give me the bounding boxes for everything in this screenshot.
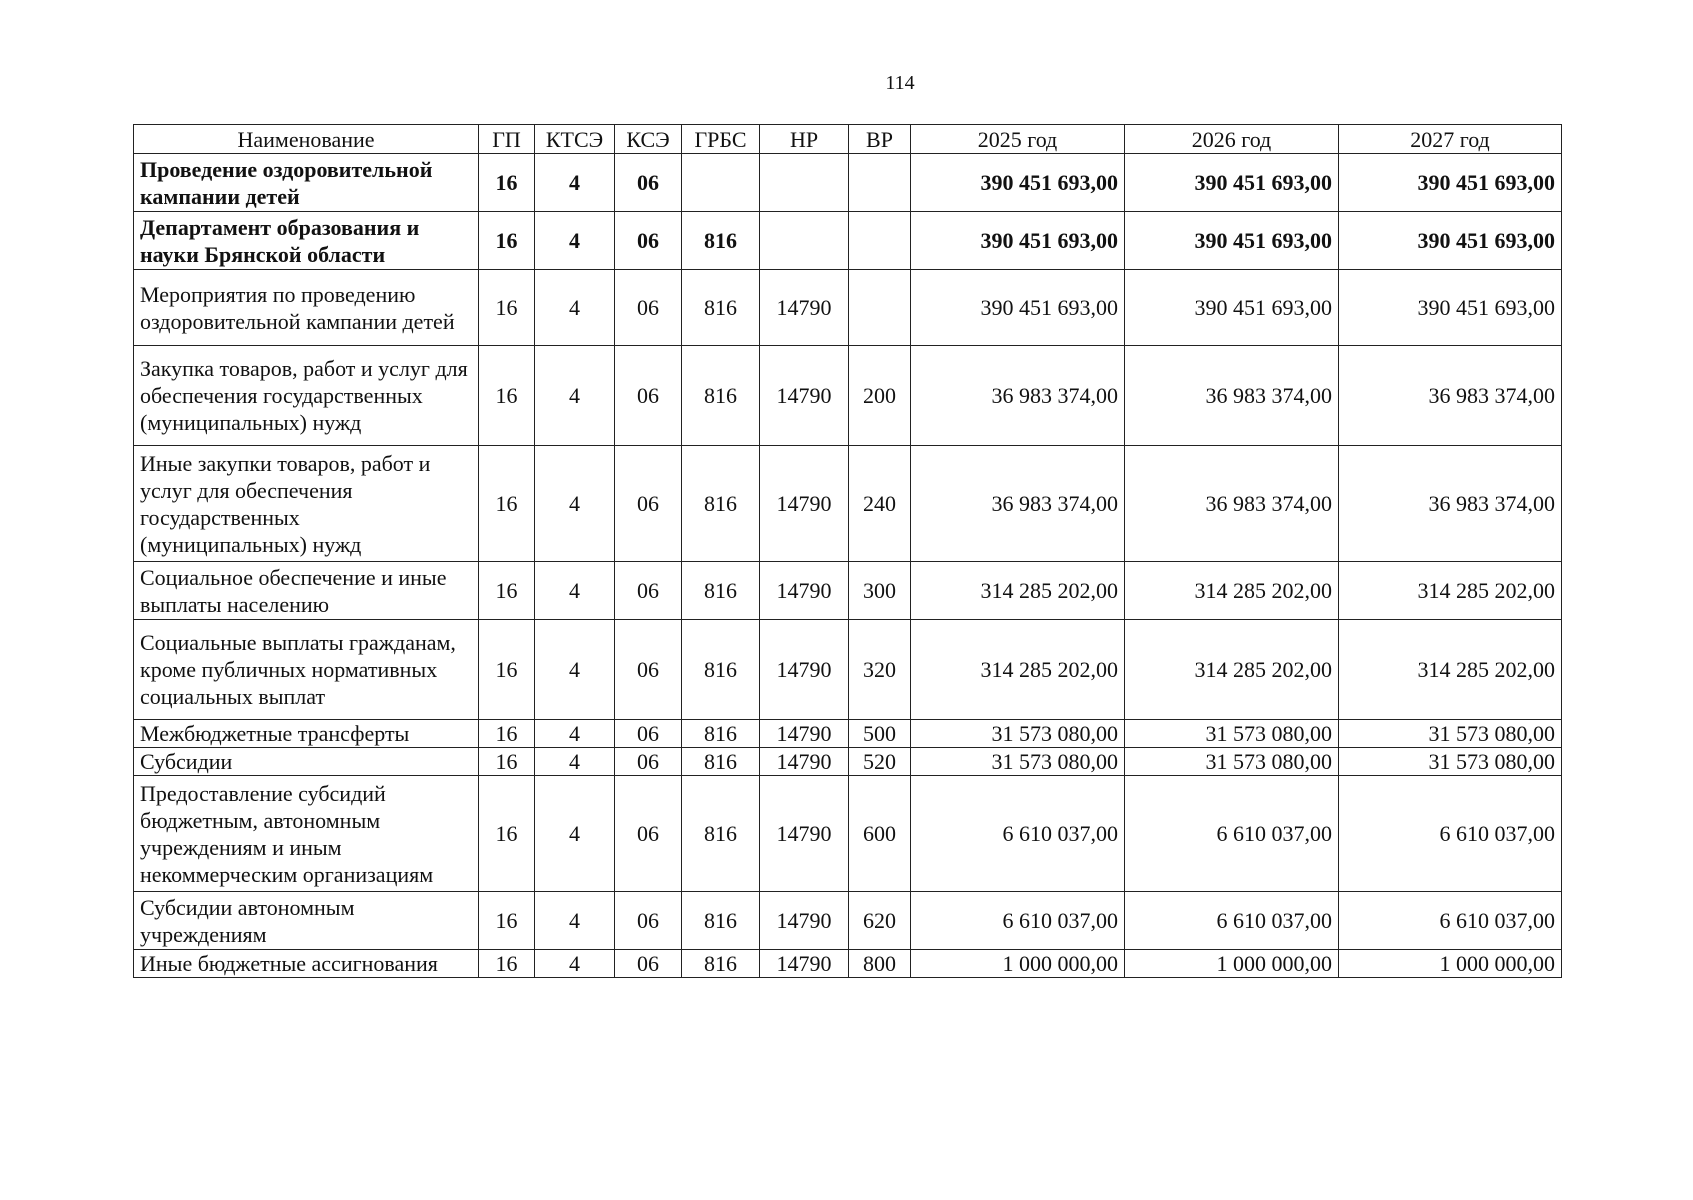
cell-name: Департамент образования и науки Брянской области bbox=[134, 212, 479, 270]
cell-2025: 31 573 080,00 bbox=[911, 720, 1125, 748]
cell-ktse: 4 bbox=[535, 748, 615, 776]
cell-vr: 320 bbox=[849, 620, 911, 720]
cell-nr: 14790 bbox=[760, 748, 849, 776]
cell-gp: 16 bbox=[479, 950, 535, 978]
cell-2027: 390 451 693,00 bbox=[1339, 270, 1562, 346]
cell-kse: 06 bbox=[615, 562, 682, 620]
cell-vr bbox=[849, 212, 911, 270]
cell-2027: 6 610 037,00 bbox=[1339, 776, 1562, 892]
cell-gp: 16 bbox=[479, 154, 535, 212]
cell-grbs: 816 bbox=[682, 270, 760, 346]
cell-2026: 314 285 202,00 bbox=[1125, 620, 1339, 720]
cell-2025: 390 451 693,00 bbox=[911, 212, 1125, 270]
cell-2025: 6 610 037,00 bbox=[911, 776, 1125, 892]
cell-2025: 314 285 202,00 bbox=[911, 562, 1125, 620]
cell-2027: 390 451 693,00 bbox=[1339, 154, 1562, 212]
cell-2026: 6 610 037,00 bbox=[1125, 892, 1339, 950]
cell-vr: 520 bbox=[849, 748, 911, 776]
cell-name: Межбюджетные трансферты bbox=[134, 720, 479, 748]
cell-2026: 6 610 037,00 bbox=[1125, 776, 1339, 892]
cell-vr: 620 bbox=[849, 892, 911, 950]
cell-grbs: 816 bbox=[682, 620, 760, 720]
cell-2027: 36 983 374,00 bbox=[1339, 346, 1562, 446]
header-2026: 2026 год bbox=[1125, 125, 1339, 154]
cell-2025: 36 983 374,00 bbox=[911, 346, 1125, 446]
cell-2027: 6 610 037,00 bbox=[1339, 892, 1562, 950]
cell-vr bbox=[849, 270, 911, 346]
cell-gp: 16 bbox=[479, 212, 535, 270]
cell-2026: 314 285 202,00 bbox=[1125, 562, 1339, 620]
table-row bbox=[134, 154, 1562, 212]
cell-name: Предоставление субсидий бюджетным, автономным учреждениям и иным некоммерческим организациям bbox=[134, 776, 479, 892]
header-kse: КСЭ bbox=[615, 125, 682, 154]
header-nr: НР bbox=[760, 125, 849, 154]
cell-vr: 600 bbox=[849, 776, 911, 892]
cell-nr: 14790 bbox=[760, 620, 849, 720]
cell-kse: 06 bbox=[615, 154, 682, 212]
cell-grbs: 816 bbox=[682, 446, 760, 562]
cell-2027: 31 573 080,00 bbox=[1339, 748, 1562, 776]
cell-kse: 06 bbox=[615, 950, 682, 978]
cell-kse: 06 bbox=[615, 446, 682, 562]
cell-kse: 06 bbox=[615, 892, 682, 950]
cell-2027: 390 451 693,00 bbox=[1339, 212, 1562, 270]
cell-vr bbox=[849, 154, 911, 212]
header-vr: ВР bbox=[849, 125, 911, 154]
cell-vr: 500 bbox=[849, 720, 911, 748]
header-row bbox=[134, 125, 1562, 154]
cell-name: Мероприятия по проведению оздоровительной кампании детей bbox=[134, 270, 479, 346]
cell-gp: 16 bbox=[479, 270, 535, 346]
cell-gp: 16 bbox=[479, 720, 535, 748]
header-grbs: ГРБС bbox=[682, 125, 760, 154]
cell-2027: 314 285 202,00 bbox=[1339, 620, 1562, 720]
cell-vr: 300 bbox=[849, 562, 911, 620]
cell-name: Социальные выплаты гражданам, кроме публичных нормативных социальных выплат bbox=[134, 620, 479, 720]
cell-name: Субсидии автономным учреждениям bbox=[134, 892, 479, 950]
cell-name: Иные закупки товаров, работ и услуг для обеспечения государственных (муниципальных) нужд bbox=[134, 446, 479, 562]
cell-kse: 06 bbox=[615, 346, 682, 446]
cell-vr: 200 bbox=[849, 346, 911, 446]
table-row bbox=[134, 562, 1562, 620]
cell-ktse: 4 bbox=[535, 562, 615, 620]
cell-ktse: 4 bbox=[535, 270, 615, 346]
cell-kse: 06 bbox=[615, 748, 682, 776]
cell-ktse: 4 bbox=[535, 346, 615, 446]
table-row bbox=[134, 270, 1562, 346]
cell-2025: 31 573 080,00 bbox=[911, 748, 1125, 776]
cell-2025: 6 610 037,00 bbox=[911, 892, 1125, 950]
cell-kse: 06 bbox=[615, 776, 682, 892]
cell-kse: 06 bbox=[615, 270, 682, 346]
cell-2027: 36 983 374,00 bbox=[1339, 446, 1562, 562]
cell-name: Проведение оздоровительной кампании детей bbox=[134, 154, 479, 212]
cell-nr: 14790 bbox=[760, 720, 849, 748]
cell-2025: 36 983 374,00 bbox=[911, 446, 1125, 562]
cell-ktse: 4 bbox=[535, 892, 615, 950]
cell-kse: 06 bbox=[615, 620, 682, 720]
cell-gp: 16 bbox=[479, 892, 535, 950]
cell-nr: 14790 bbox=[760, 270, 849, 346]
cell-nr bbox=[760, 154, 849, 212]
header-name: Наименование bbox=[134, 125, 479, 154]
cell-gp: 16 bbox=[479, 562, 535, 620]
cell-nr bbox=[760, 212, 849, 270]
cell-nr: 14790 bbox=[760, 950, 849, 978]
header-gp: ГП bbox=[479, 125, 535, 154]
cell-grbs: 816 bbox=[682, 562, 760, 620]
cell-grbs bbox=[682, 154, 760, 212]
cell-vr: 800 bbox=[849, 950, 911, 978]
cell-gp: 16 bbox=[479, 346, 535, 446]
cell-ktse: 4 bbox=[535, 446, 615, 562]
cell-2026: 390 451 693,00 bbox=[1125, 270, 1339, 346]
table-row bbox=[134, 892, 1562, 950]
cell-grbs: 816 bbox=[682, 776, 760, 892]
cell-nr: 14790 bbox=[760, 562, 849, 620]
page-number: 114 bbox=[885, 72, 915, 94]
table-row bbox=[134, 720, 1562, 748]
cell-gp: 16 bbox=[479, 776, 535, 892]
cell-nr: 14790 bbox=[760, 346, 849, 446]
cell-2027: 1 000 000,00 bbox=[1339, 950, 1562, 978]
table-row bbox=[134, 346, 1562, 446]
cell-ktse: 4 bbox=[535, 720, 615, 748]
cell-kse: 06 bbox=[615, 720, 682, 748]
header-2027: 2027 год bbox=[1339, 125, 1562, 154]
cell-grbs: 816 bbox=[682, 892, 760, 950]
cell-2026: 390 451 693,00 bbox=[1125, 154, 1339, 212]
table-row bbox=[134, 212, 1562, 270]
cell-ktse: 4 bbox=[535, 776, 615, 892]
table-row bbox=[134, 620, 1562, 720]
cell-grbs: 816 bbox=[682, 212, 760, 270]
cell-nr: 14790 bbox=[760, 446, 849, 562]
table-row bbox=[134, 950, 1562, 978]
table-row bbox=[134, 776, 1562, 892]
cell-2026: 1 000 000,00 bbox=[1125, 950, 1339, 978]
cell-name: Закупка товаров, работ и услуг для обеспечения государственных (муниципальных) нужд bbox=[134, 346, 479, 446]
cell-2025: 314 285 202,00 bbox=[911, 620, 1125, 720]
cell-grbs: 816 bbox=[682, 346, 760, 446]
cell-ktse: 4 bbox=[535, 212, 615, 270]
header-ktse: КТСЭ bbox=[535, 125, 615, 154]
cell-2027: 314 285 202,00 bbox=[1339, 562, 1562, 620]
cell-2025: 390 451 693,00 bbox=[911, 154, 1125, 212]
cell-grbs: 816 bbox=[682, 720, 760, 748]
table-body bbox=[134, 154, 1562, 978]
cell-gp: 16 bbox=[479, 620, 535, 720]
table-row bbox=[134, 748, 1562, 776]
cell-grbs: 816 bbox=[682, 950, 760, 978]
cell-name: Социальное обеспечение и иные выплаты населению bbox=[134, 562, 479, 620]
cell-name: Субсидии bbox=[134, 748, 479, 776]
cell-name: Иные бюджетные ассигнования bbox=[134, 950, 479, 978]
cell-nr: 14790 bbox=[760, 776, 849, 892]
cell-2025: 390 451 693,00 bbox=[911, 270, 1125, 346]
cell-2026: 31 573 080,00 bbox=[1125, 748, 1339, 776]
cell-gp: 16 bbox=[479, 446, 535, 562]
cell-2025: 1 000 000,00 bbox=[911, 950, 1125, 978]
budget-table bbox=[133, 124, 1562, 978]
header-2025: 2025 год bbox=[911, 125, 1125, 154]
cell-kse: 06 bbox=[615, 212, 682, 270]
cell-vr: 240 bbox=[849, 446, 911, 562]
table-row bbox=[134, 446, 1562, 562]
cell-ktse: 4 bbox=[535, 620, 615, 720]
cell-2026: 31 573 080,00 bbox=[1125, 720, 1339, 748]
cell-gp: 16 bbox=[479, 748, 535, 776]
cell-2026: 36 983 374,00 bbox=[1125, 446, 1339, 562]
cell-ktse: 4 bbox=[535, 950, 615, 978]
cell-2026: 390 451 693,00 bbox=[1125, 212, 1339, 270]
cell-2026: 36 983 374,00 bbox=[1125, 346, 1339, 446]
cell-ktse: 4 bbox=[535, 154, 615, 212]
cell-nr: 14790 bbox=[760, 892, 849, 950]
cell-grbs: 816 bbox=[682, 748, 760, 776]
cell-2027: 31 573 080,00 bbox=[1339, 720, 1562, 748]
